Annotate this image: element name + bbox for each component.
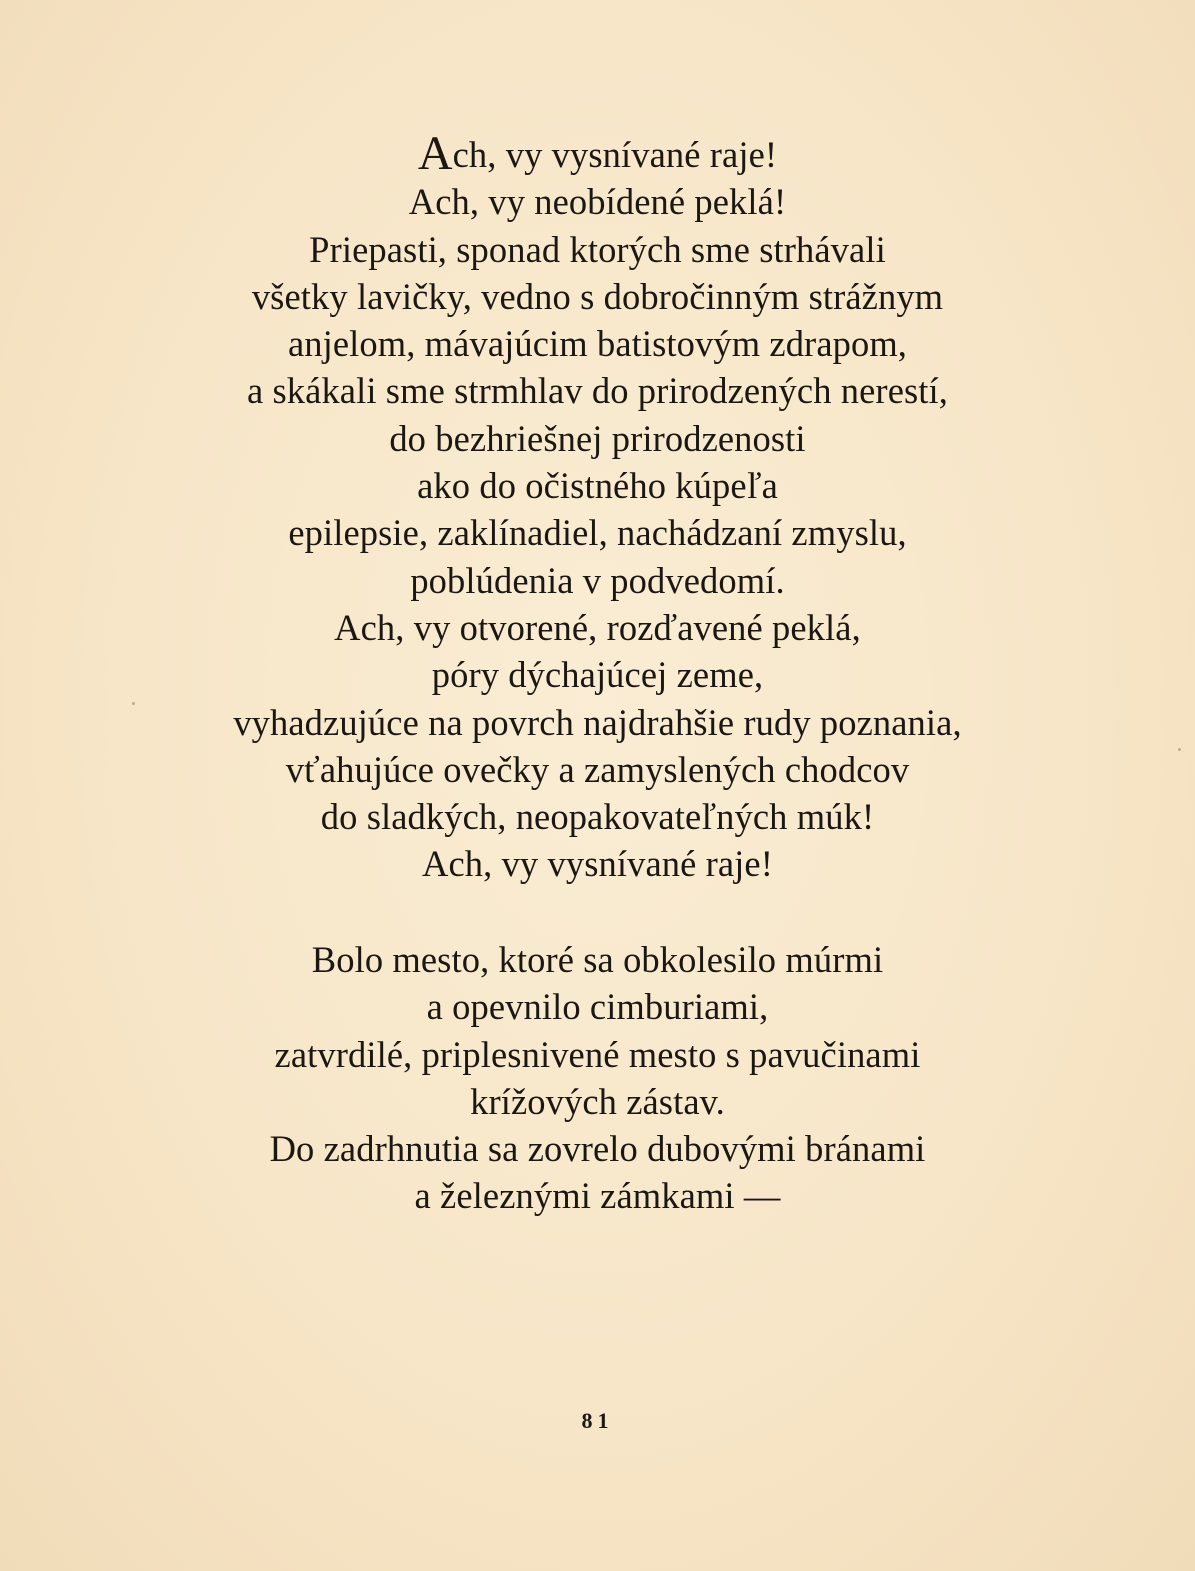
poem-line: poblúdenia v podvedomí. bbox=[410, 559, 785, 601]
poem-line: a železnými zámkami — bbox=[414, 1175, 781, 1217]
poem-line: Priepasti, sponad ktorých sme strhávali bbox=[309, 228, 886, 270]
poem-line: Ach, vy neobídené peklá! bbox=[408, 181, 787, 223]
paper-speck bbox=[132, 702, 135, 705]
poem-line: zatvrdilé, priplesnivené mesto s pavučinami bbox=[274, 1033, 921, 1075]
poem-line: vťahujúce ovečky a zamyslených chodcov bbox=[285, 748, 910, 790]
poem-line: všetky lavičky, vedno s dobročinným strážnym bbox=[251, 275, 944, 317]
poem-line: anjelom, mávajúcim batistovým zdrapom, bbox=[287, 323, 908, 365]
paper-speck bbox=[1178, 748, 1181, 751]
page-number: 81 bbox=[581, 1408, 614, 1433]
poem-line: ako do očistného kúpeľa bbox=[417, 465, 778, 507]
poem-line: vyhadzujúce na povrch najdrahšie rudy poznania, bbox=[233, 701, 962, 743]
poem-stanza-1 bbox=[0, 127, 1195, 888]
drop-initial: A bbox=[417, 127, 453, 180]
poem-line: do bezhriešnej prirodzenosti bbox=[389, 417, 806, 459]
poem-line: Do zadrhnutia sa zovrelo dubovými bránami bbox=[269, 1128, 926, 1170]
poem-line: Ach, vy otvorené, rozďavené peklá, bbox=[334, 606, 861, 648]
poem-stanza-2 bbox=[0, 936, 1195, 1220]
poem-line: Ach, vy vysnívané raje! bbox=[422, 843, 773, 885]
poem-line: a skákali sme strmhlav do prirodzených nerestí, bbox=[246, 370, 949, 412]
poem-line: póry dýchajúcej zeme, bbox=[431, 654, 764, 696]
poem-line: krížových zástav. bbox=[470, 1080, 725, 1122]
poem-line-1 bbox=[0, 127, 1195, 180]
poem-line: epilepsie, zaklínadiel, nachádzaní zmyslu, bbox=[288, 512, 907, 554]
poem-line: Bolo mesto, ktoré sa obkolesilo múrmi bbox=[311, 939, 884, 980]
poem-line: do sladkých, neopakovateľných múk! bbox=[320, 796, 875, 838]
first-line-text: ch, vy vysnívané raje! bbox=[452, 134, 778, 175]
poem-line: a opevnilo cimburiami, bbox=[426, 986, 769, 1028]
